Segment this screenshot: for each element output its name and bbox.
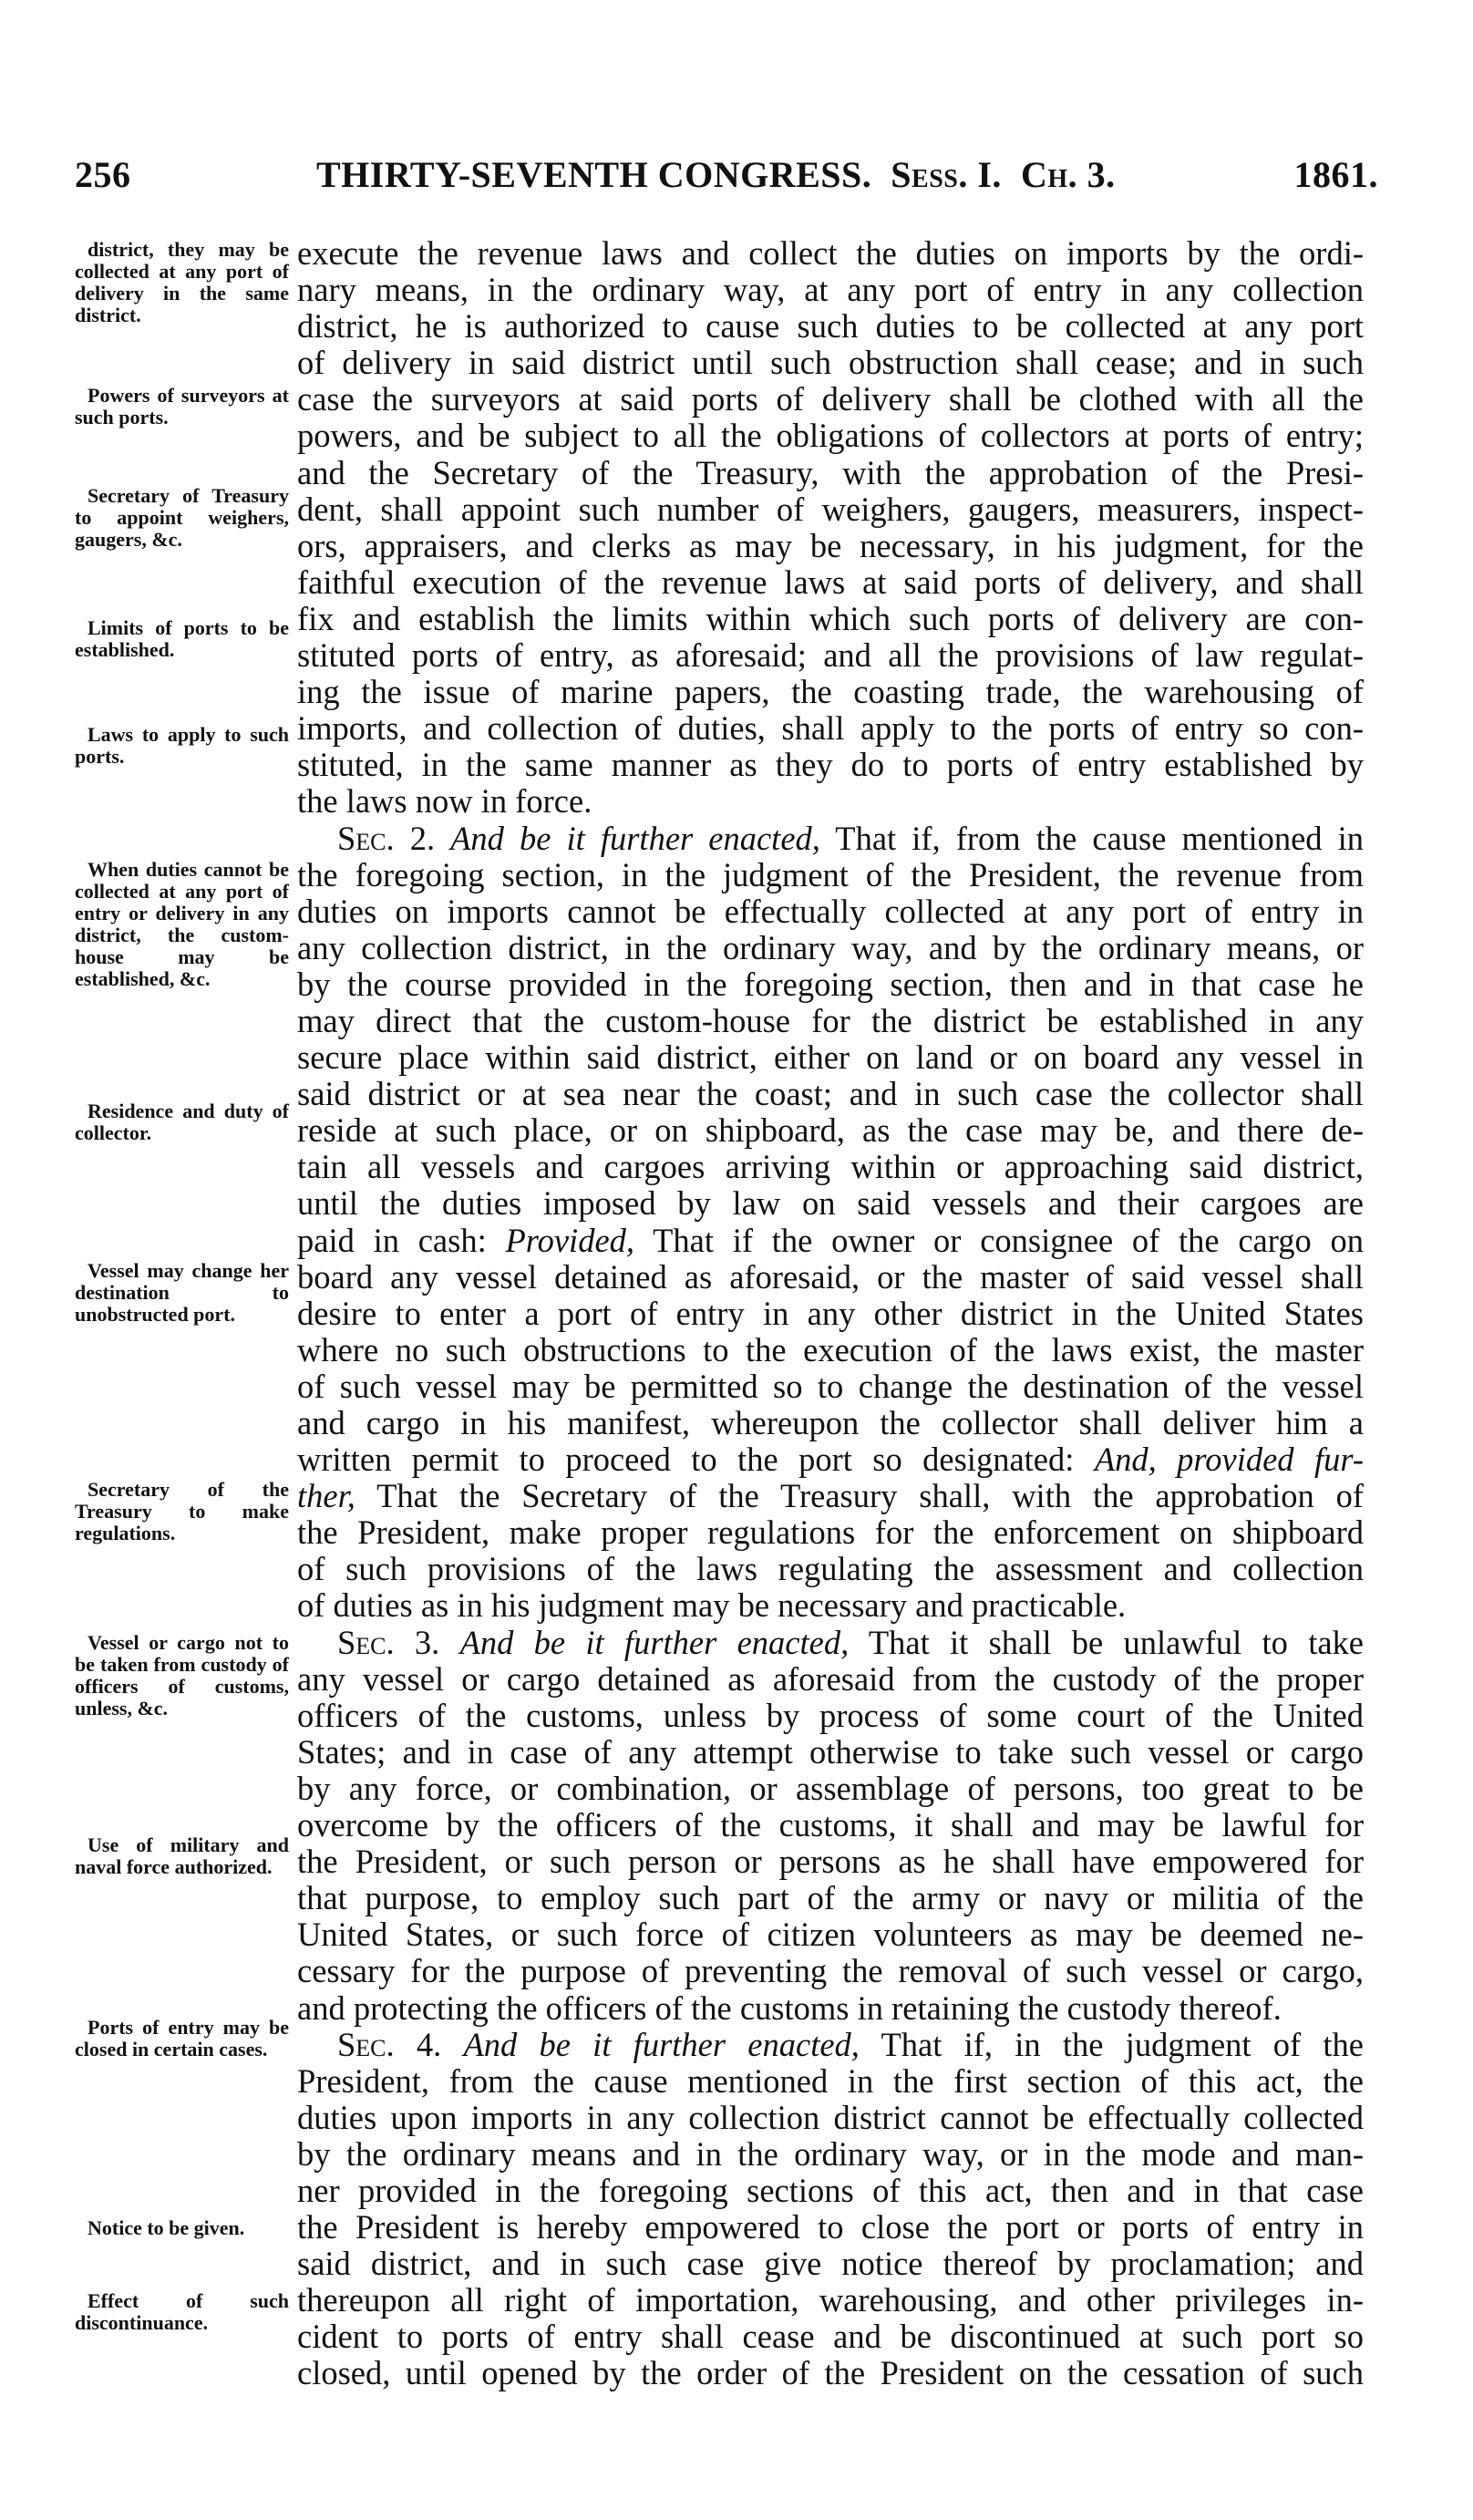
margin-note: Notice to be given.	[88, 2216, 245, 2239]
line-remainder: That if, in the judgment of the	[859, 2025, 1364, 2063]
text-line: faithful execution of the revenue laws at said ports of delivery, and shall	[297, 563, 1364, 601]
margin-note: Use of military and naval force authorized.	[75, 1833, 289, 1878]
text-line	[297, 1625, 1364, 1661]
text-line	[297, 1441, 1364, 1478]
text-line: the foregoing section, in the judgment of the President, the revenue from	[297, 855, 1364, 893]
text-line: President, from the cause mentioned in the first section of this act, the	[297, 2061, 1364, 2100]
text-line: the laws now in force.	[297, 782, 592, 821]
text-line: district, he is authorized to cause such duties to be collected at any port	[297, 307, 1364, 346]
text-line: by any force, or combination, or assemblage of persons, too great to be	[297, 1769, 1364, 1807]
text-line: execute the revenue laws and collect the duties on imports by the ordi-	[297, 234, 1364, 272]
text-line: desire to enter a port of entry in any other district in the United States	[297, 1294, 1364, 1332]
text-line: by the ordinary means and in the ordinary way, or in the mode and man-	[297, 2134, 1364, 2173]
text-line: the President, or such person or persons as he shall have empowered for	[297, 1843, 1364, 1881]
enacting-clause: And be it further enacted,	[459, 1623, 850, 1661]
text-line: tain all vessels and cargoes arriving within or approaching said district,	[297, 1148, 1364, 1186]
text-line: fix and establish the limits within which such ports of delivery are con-	[297, 599, 1364, 637]
text-line: and the Secretary of the Treasury, with the approbation of the Presi-	[297, 453, 1364, 491]
text-line: by the course provided in the foregoing section, then and in that case he	[297, 965, 1364, 1003]
text-line: the President, make proper regulations for the enforcement on shipboard	[297, 1513, 1364, 1552]
enacting-clause: And, provided fur-	[1094, 1441, 1364, 1479]
margin-note: Secretary of Treasury to appoint weighers, gaugers, &c.	[75, 484, 289, 551]
text-line: powers, and be subject to all the obligations of collectors at ports of entry;	[297, 417, 1364, 455]
text-line: and protecting the officers of the customs in retaining the custody thereof.	[297, 1988, 1282, 2027]
margin-note: Powers of surveyors at such ports.	[75, 384, 289, 429]
text-line: where no such obstructions to the execution of the laws exist, the master	[297, 1330, 1364, 1368]
text-line: nary means, in the ordinary way, at any port of entry in any collection	[297, 271, 1364, 309]
margin-note: Vessel may change her destination to unobstructed port.	[75, 1259, 289, 1326]
text-line: any vessel or cargo detained as aforesaid from the custody of the proper	[297, 1659, 1364, 1698]
text-line: reside at such place, or on shipboard, as the case may be, and there de-	[297, 1111, 1364, 1150]
page-number: 256	[75, 154, 131, 195]
year-label: 1861.	[1293, 154, 1378, 195]
text-line: thereupon all right of importation, warehousing, and other privileges in-	[297, 2281, 1364, 2319]
text-line: the President is hereby empowered to close the port or ports of entry in	[297, 2208, 1364, 2246]
section-lead: written permit to proceed to the port so designated:	[297, 1441, 1095, 1479]
congress-title: THIRTY-SEVENTH CONGRESS.	[316, 154, 872, 195]
text-line: board any vessel detained as aforesaid, or the master of said vessel shall	[297, 1257, 1364, 1296]
text-line: of such provisions of the laws regulating the assessment and collection	[297, 1550, 1364, 1588]
text-line: secure place within said district, either on land or on board any vessel in	[297, 1038, 1364, 1077]
margin-notes	[75, 239, 289, 2445]
text-line: any collection district, in the ordinary way, and by the ordinary means, or	[297, 928, 1364, 966]
text-line: overcome by the officers of the customs, it shall and may be lawful for	[297, 1806, 1364, 1844]
text-line: until the duties imposed by law on said vessels and their cargoes are	[297, 1184, 1364, 1223]
enacting-clause: Provided,	[505, 1221, 635, 1259]
margin-note: Secretary of the Treasury to make regulations.	[75, 1478, 289, 1544]
text-line: may direct that the custom-house for the district be established in any	[297, 1001, 1364, 1039]
text-line: ing the issue of marine papers, the coasting trade, the warehousing of	[297, 673, 1364, 711]
text-line: of such vessel may be permitted so to change the destination of the vessel	[297, 1367, 1364, 1405]
text-line: stituted ports of entry, as aforesaid; and all the provisions of law regulat-	[297, 636, 1364, 675]
section-lead: Sec. 2.	[337, 819, 451, 857]
text-line: imports, and collection of duties, shall apply to the ports of entry so con-	[297, 709, 1364, 748]
margin-note: Ports of entry may be closed in certain cases.	[75, 2016, 289, 2060]
section-lead: Sec. 3.	[337, 1623, 460, 1661]
running-header	[75, 148, 1378, 202]
text-line: case the surveyors at said ports of delivery shall be clothed with all the	[297, 380, 1364, 418]
text-line: States; and in case of any attempt otherwise to take such vessel or cargo	[297, 1732, 1364, 1771]
chapter-label: Ch. 3.	[1020, 154, 1116, 195]
text-line: and cargo in his manifest, whereupon the collector shall deliver him a	[297, 1404, 1364, 1441]
text-line: officers of the customs, unless by process of some court of the United	[297, 1696, 1364, 1734]
section-lead: Sec. 4.	[337, 2025, 464, 2063]
text-line: ner provided in the foregoing sections of this act, then and in that case	[297, 2171, 1364, 2209]
margin-note: Effect of such discontinuance.	[75, 2289, 289, 2334]
running-title	[316, 148, 1116, 202]
text-line: duties on imports cannot be effectually collected at any port of entry in	[297, 892, 1364, 930]
margin-note: Limits of ports to be established.	[75, 616, 289, 661]
margin-note: Vessel or cargo not to be taken from custody of officers of customs, unless, &c.	[75, 1631, 289, 1720]
line-remainder: That the Secretary of the Treasury shall, with the approbation of	[355, 1477, 1364, 1515]
line-remainder: That it shall be unlawful to take	[849, 1623, 1364, 1661]
session-label: Sess. I.	[891, 154, 1002, 195]
text-line: duties upon imports in any collection district cannot be effectually collected	[297, 2098, 1364, 2136]
section-lead: paid in cash:	[297, 1221, 506, 1259]
text-line: dent, shall appoint such number of weighers, gaugers, measurers, inspect-	[297, 490, 1364, 528]
text-line	[297, 2027, 1364, 2063]
enacting-clause: And be it further enacted,	[463, 2025, 860, 2063]
text-line: of duties as in his judgment may be necessary and practicable.	[297, 1586, 1127, 1625]
text-line: said district or at sea near the coast; and in such case the collector shall	[297, 1075, 1364, 1113]
text-line	[297, 1478, 1364, 1514]
line-remainder: That if, from the cause mentioned in	[819, 819, 1364, 857]
text-line	[297, 1223, 1364, 1259]
enacting-clause: And be it further enacted,	[450, 819, 820, 857]
margin-note: When duties cannot be collected at any port of entry or delivery in any district, the custom-house may be established, &c.	[75, 858, 289, 990]
text-line: United States, or such force of citizen volunteers as may be deemed ne-	[297, 1916, 1364, 1954]
text-line: cessary for the purpose of preventing the removal of such vessel or cargo,	[297, 1952, 1364, 1990]
statute-body	[297, 235, 1364, 2392]
margin-note: Laws to apply to such ports.	[75, 723, 289, 768]
text-line: closed, until opened by the order of the President on the cessation of such	[297, 2354, 1364, 2392]
line-remainder: That if the owner or consignee of the cargo on	[634, 1221, 1364, 1259]
text-line: of delivery in said district until such obstruction shall cease; and in such	[297, 344, 1364, 382]
text-line: said district, and in such case give notice thereof by proclamation; and	[297, 2245, 1364, 2283]
text-line	[297, 821, 1364, 857]
text-line: ors, appraisers, and clerks as may be necessary, in his judgment, for the	[297, 526, 1364, 564]
text-line: cident to ports of entry shall cease and be discontinued at such port so	[297, 2318, 1364, 2356]
text-line: stituted, in the same manner as they do to ports of entry established by	[297, 746, 1364, 784]
margin-note: Residence and duty of collector.	[75, 1100, 289, 1144]
text-line: that purpose, to employ such part of the army or navy or militia of the	[297, 1879, 1364, 1917]
margin-note: district, they may be collected at any port of delivery in the same district.	[75, 238, 289, 326]
enacting-clause: ther,	[297, 1477, 355, 1515]
